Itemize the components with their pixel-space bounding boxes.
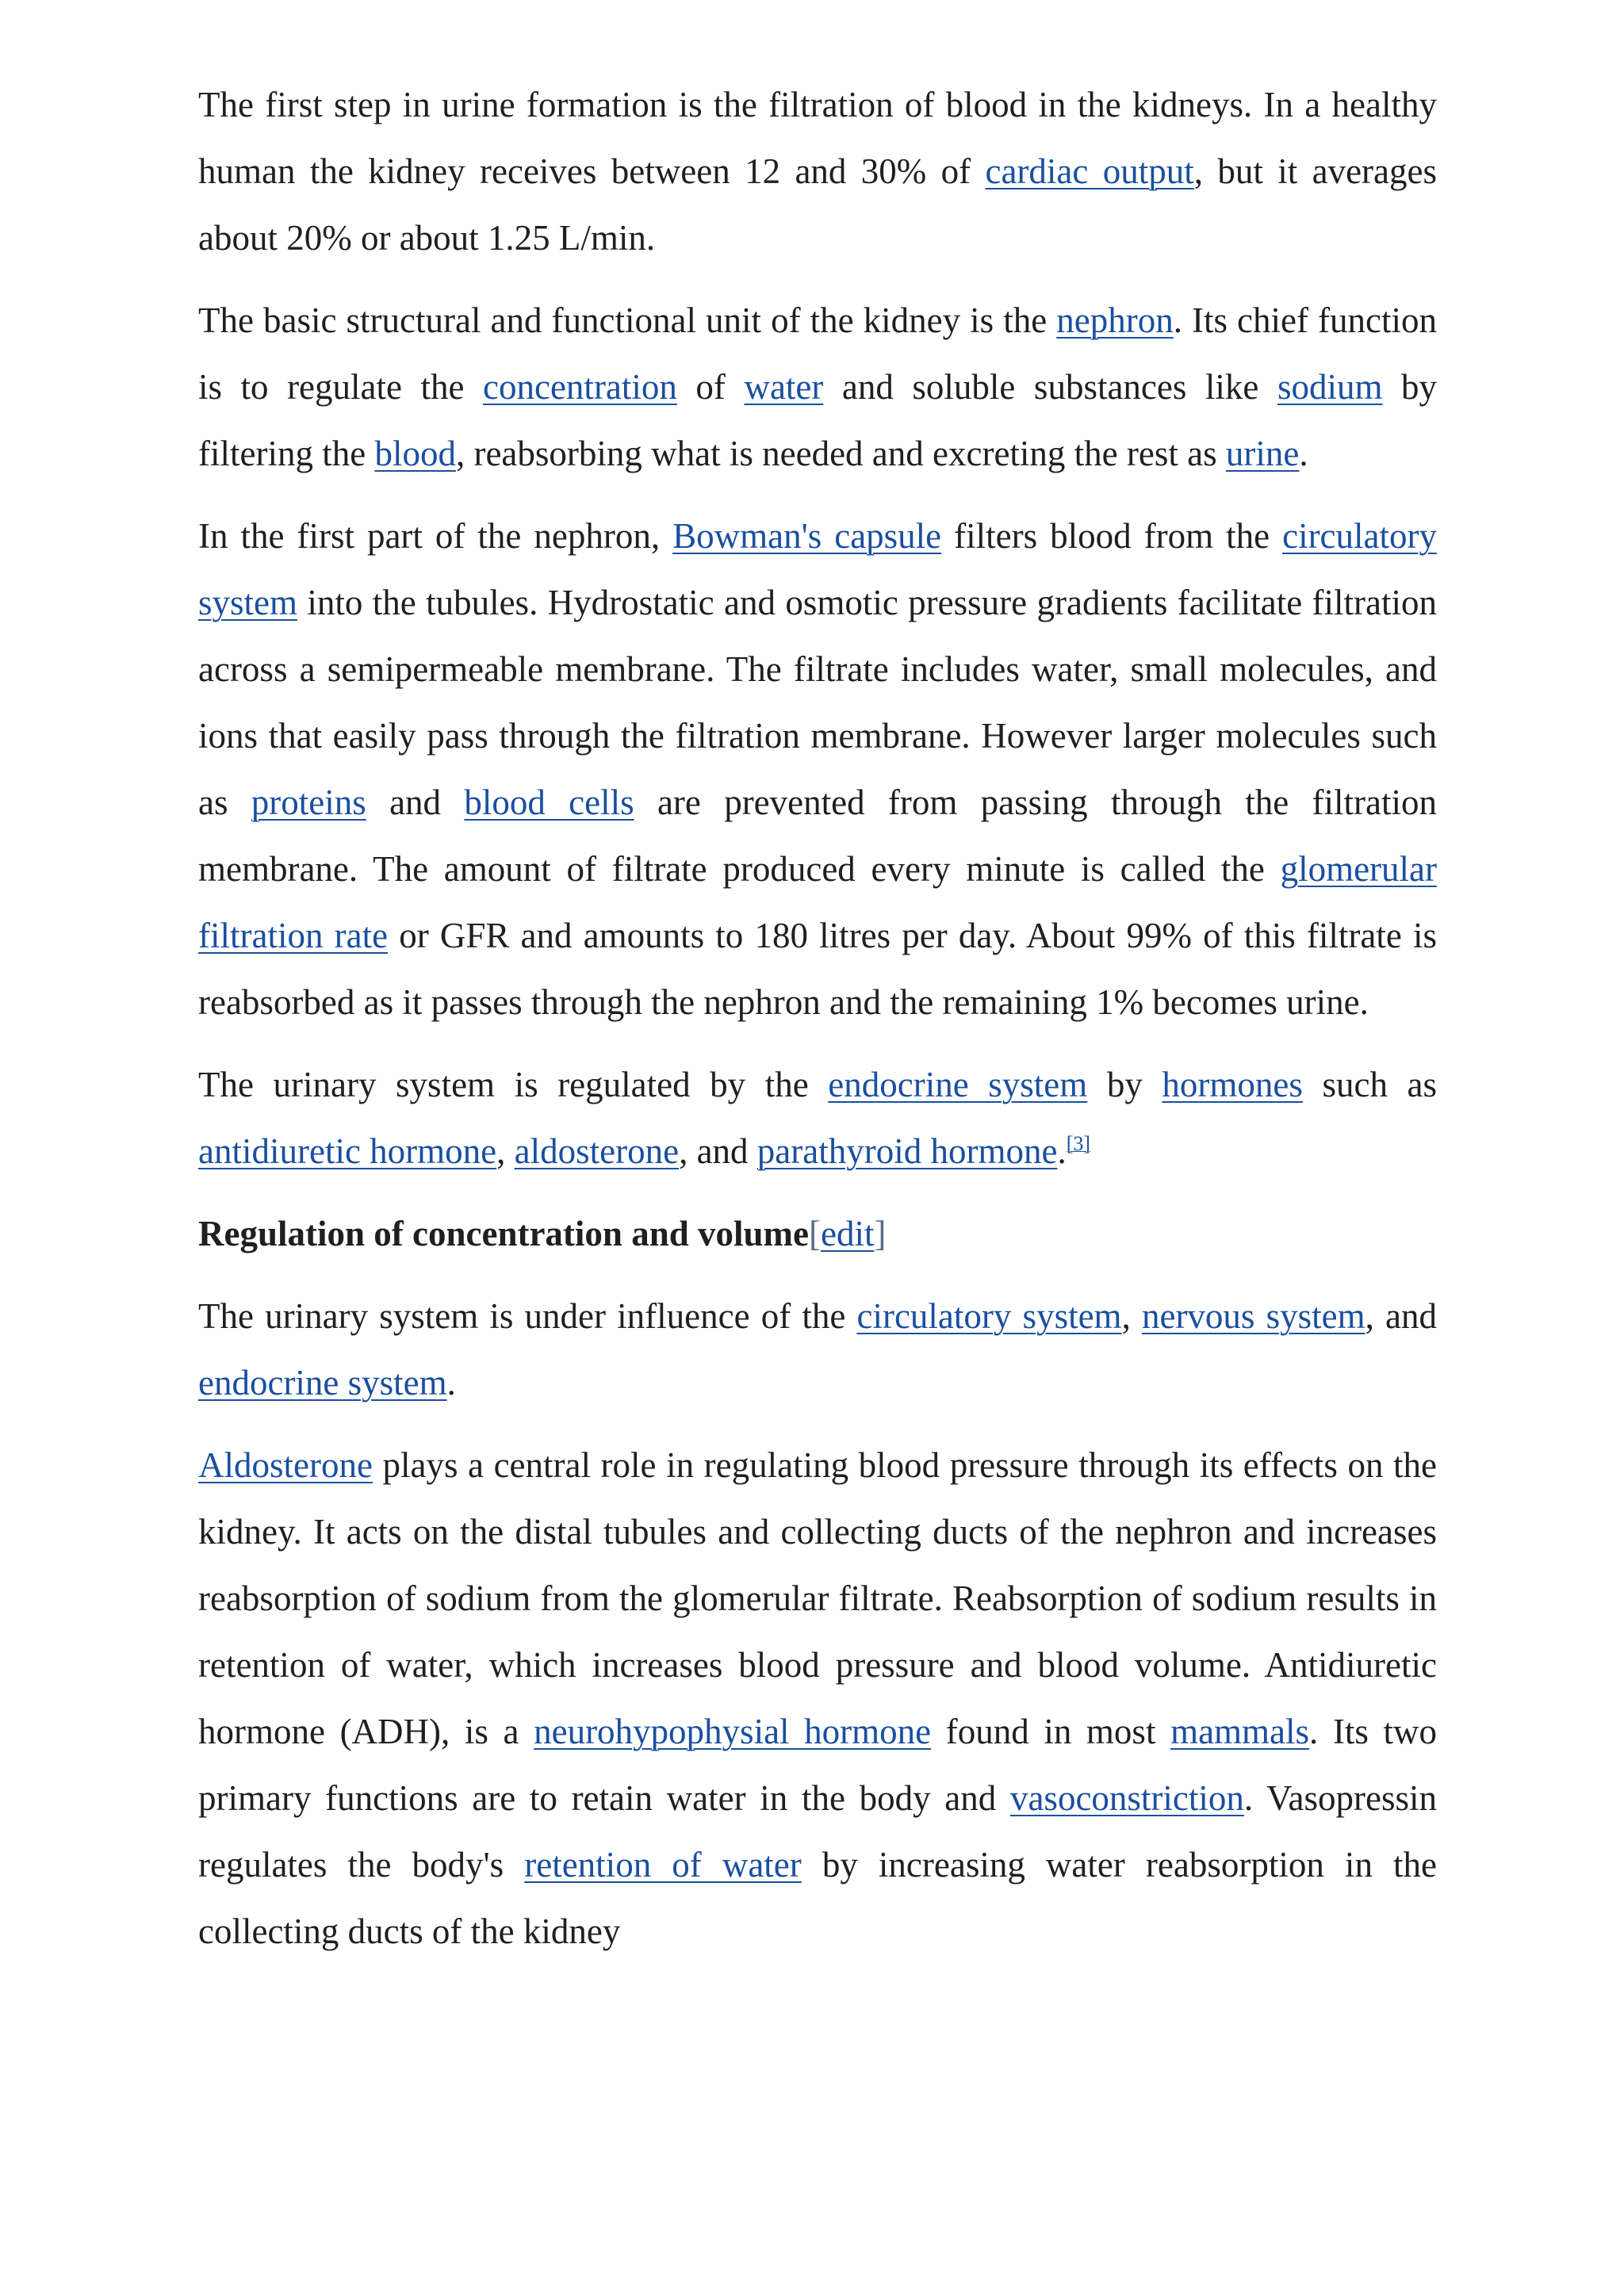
- link-mammals[interactable]: mammals: [1170, 1712, 1310, 1751]
- link-bowmans-capsule[interactable]: Bowman's capsule: [672, 516, 942, 556]
- link-circulatory-system-2[interactable]: circulatory system: [856, 1296, 1122, 1336]
- text-span: such as: [1302, 1065, 1437, 1104]
- link-glomerular-filtration-rate[interactable]: glomerular filtration rate: [198, 849, 1437, 955]
- edit-link[interactable]: edit: [821, 1214, 875, 1253]
- link-blood[interactable]: blood: [374, 434, 456, 473]
- text-span: The urinary system is under influence of the: [198, 1296, 857, 1336]
- link-endocrine-system[interactable]: endocrine system: [828, 1065, 1088, 1104]
- text-span: and soluble substances like: [823, 367, 1277, 407]
- text-span: by: [1087, 1065, 1162, 1104]
- link-retention-of-water[interactable]: retention of water: [524, 1845, 802, 1885]
- link-concentration[interactable]: concentration: [483, 367, 677, 407]
- text-span: are prevented from passing through the filtration membrane. The amount of filtrate produced every minute is called the: [198, 783, 1438, 889]
- text-span: . Its chief function is to regulate the: [198, 300, 1437, 407]
- text-span: , reabsorbing what is needed and excreting the rest as: [455, 434, 1226, 473]
- link-aldosterone-2[interactable]: Aldosterone: [198, 1445, 373, 1485]
- text-span: In the first part of the nephron,: [198, 516, 673, 556]
- paragraph-endocrine-regulation: [198, 1051, 1437, 1184]
- text-span: .: [446, 1363, 456, 1402]
- reference-superscript: [1067, 1132, 1090, 1155]
- link-cardiac-output[interactable]: cardiac output: [985, 151, 1194, 191]
- text-span: into the tubules. Hydrostatic and osmotic pressure gradients facilitate filtration across a semipermeable membrane. The filtrate includes water, small molecules, and ions that easily pass through the filtration membrane. However larger molecules such as: [198, 583, 1437, 822]
- text-span: by increasing water reabsorption in the collecting ducts of the kidney: [198, 1845, 1437, 1951]
- document-body: [198, 71, 1437, 1980]
- text-span: .: [1299, 434, 1308, 473]
- text-span: , but it averages about 20% or about 1.25 L/min.: [198, 151, 1437, 258]
- link-nervous-system[interactable]: nervous system: [1141, 1296, 1365, 1336]
- paragraph-nephron: [198, 287, 1437, 487]
- text-span: .: [1057, 1131, 1067, 1171]
- link-neurohypophysial-hormone[interactable]: neurohypophysial hormone: [534, 1712, 932, 1751]
- text-span: ,: [1121, 1296, 1142, 1336]
- link-endocrine-system-2[interactable]: endocrine system: [198, 1363, 447, 1402]
- link-sodium[interactable]: sodium: [1277, 367, 1383, 407]
- link-water[interactable]: water: [744, 367, 824, 407]
- link-proteins[interactable]: proteins: [251, 783, 366, 822]
- text-span: found in most: [931, 1712, 1171, 1751]
- link-aldosterone[interactable]: aldosterone: [514, 1131, 680, 1171]
- edit-bracket-close: ]: [874, 1214, 887, 1253]
- text-span: . Vasopressin regulates the body's: [198, 1778, 1437, 1885]
- text-span: ,: [496, 1131, 515, 1171]
- text-span: by filtering the: [198, 367, 1437, 473]
- text-span: , and: [679, 1131, 757, 1171]
- edit-section: [809, 1214, 886, 1253]
- text-span: plays a central role in regulating blood pressure through its effects on the kidney. It acts on the distal tubules and collecting ducts of the nephron and increases reabsorption of sodium from the glomerular filtrate. Reabsorption of sodium results in retention of water, which increases blood pressure and blood volume. Antidiuretic hormone (ADH), is a: [198, 1445, 1437, 1751]
- text-span: of: [676, 367, 745, 407]
- text-span: The first step in urine formation is the filtration of blood in the kidneys. In a healthy human the kidney receives between 12 and 30% of: [198, 85, 1437, 191]
- edit-bracket-open: [: [809, 1214, 821, 1253]
- section-heading: [198, 1200, 1437, 1267]
- link-vasoconstriction[interactable]: vasoconstriction: [1009, 1778, 1244, 1818]
- section-title: Regulation of concentration and volume: [198, 1214, 809, 1253]
- reference-link-3[interactable]: [3]: [1066, 1132, 1091, 1155]
- text-span: and: [366, 783, 465, 822]
- paragraph-aldosterone: [198, 1432, 1437, 1965]
- text-span: The urinary system is regulated by the: [198, 1065, 829, 1104]
- text-span: The basic structural and functional unit of the kidney is the: [198, 300, 1057, 340]
- link-urine[interactable]: urine: [1225, 434, 1300, 473]
- link-parathyroid-hormone[interactable]: parathyroid hormone: [756, 1131, 1058, 1171]
- link-antidiuretic-hormone[interactable]: antidiuretic hormone: [198, 1131, 497, 1171]
- link-nephron[interactable]: nephron: [1056, 300, 1174, 340]
- link-circulatory-system[interactable]: circulatory system: [198, 516, 1437, 622]
- link-hormones[interactable]: hormones: [1162, 1065, 1303, 1104]
- paragraph-urine-formation: [198, 71, 1437, 271]
- paragraph-influence: [198, 1283, 1437, 1416]
- text-span: , and: [1365, 1296, 1437, 1336]
- text-span: or GFR and amounts to 180 litres per day. About 99% of this filtrate is reabsorbed as it passes through the nephron and the remaining 1% becomes urine.: [198, 916, 1437, 1022]
- text-span: filters blood from the: [941, 516, 1283, 556]
- text-span: . Its two primary functions are to retain water in the body and: [198, 1712, 1437, 1818]
- paragraph-filtration: [198, 503, 1437, 1035]
- link-blood-cells[interactable]: blood cells: [464, 783, 634, 822]
